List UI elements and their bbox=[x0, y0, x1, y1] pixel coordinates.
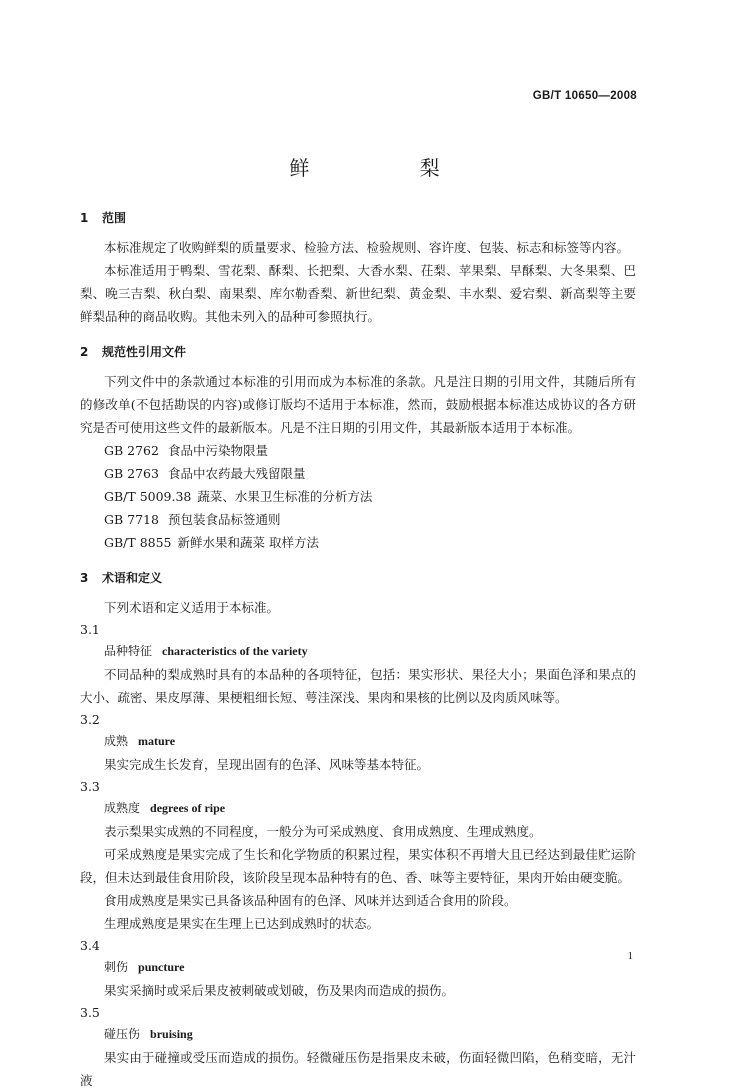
page-number: 1 bbox=[627, 950, 633, 962]
reference-item bbox=[80, 439, 636, 462]
paragraph: 果实完成生长发育，呈现出固有的色泽、风味等基本特征。 bbox=[104, 757, 430, 772]
clause-number: 3.3 bbox=[80, 779, 100, 794]
reference-name: 预包装食品标签通则 bbox=[168, 512, 281, 527]
section-number: 1 bbox=[80, 211, 89, 225]
section-title: 规范性引用文件 bbox=[102, 345, 187, 359]
section-number: 2 bbox=[80, 345, 89, 359]
document-body bbox=[80, 208, 636, 1092]
paragraph: 下列文件中的条款通过本标准的引用而成为本标准的条款。凡是注日期的引用文件，其随后所有的修改单(不包括勘误的内容)或修订版均不适用于本标准，然而，鼓励根据本标准达成协议的各方研究是否可使用这些文件的最新版本。凡是不注日期的引用文件，其最新版本适用于本标准。 bbox=[80, 374, 636, 435]
reference-item bbox=[80, 531, 636, 554]
paragraph: 生理成熟度是果实在生理上已达到成熟时的状态。 bbox=[104, 916, 380, 931]
term-en: characteristics of the variety bbox=[162, 644, 308, 658]
reference-name: 食品中污染物限量 bbox=[168, 443, 269, 458]
reference-name: 蔬菜、水果卫生标准的分析方法 bbox=[197, 489, 373, 504]
paragraph: 本标准适用于鸭梨、雪花梨、酥梨、长把梨、大香水梨、茌梨、苹果梨、早酥梨、大冬果梨、巴梨、晚三吉梨、秋白梨、南果梨、库尔勒香梨、新世纪梨、黄金梨、丰水梨、爱宕梨、新高梨等主要鲜梨品种的商品收购。其他未列入的品种可参照执行。 bbox=[80, 263, 636, 324]
clause-number: 3.5 bbox=[80, 1005, 100, 1020]
term-cn: 成熟度 bbox=[104, 801, 141, 815]
section-heading-scope bbox=[80, 208, 636, 228]
term-cn: 品种特征 bbox=[104, 644, 153, 658]
reference-item bbox=[80, 462, 636, 485]
clause-number: 3.1 bbox=[80, 622, 100, 637]
section-heading-normative-references bbox=[80, 342, 636, 362]
standard-number: GB/T 10650—2008 bbox=[532, 90, 637, 102]
reference-item bbox=[80, 485, 636, 508]
term-en: bruising bbox=[150, 1027, 193, 1041]
term-cn: 成熟 bbox=[104, 734, 129, 748]
paragraph: 可采成熟度是果实完成了生长和化学物质的积累过程，果实体积不再增大且已经达到最佳贮运阶段，但未达到最佳食用阶段，该阶段呈现本品种特有的色、香、味等主要特征，果肉开始由硬变脆。 bbox=[80, 847, 636, 885]
term-en: puncture bbox=[138, 960, 185, 974]
paragraph: 表示梨果实成熟的不同程度，一般分为可采成熟度、食用成熟度、生理成熟度。 bbox=[104, 824, 542, 839]
paragraph: 不同品种的梨成熟时具有的本品种的各项特征，包括：果实形状、果径大小；果面色泽和果点的大小、疏密、果皮厚薄、果梗粗细长短、萼洼深浅、果肉和果核的比例以及肉质风味等。 bbox=[80, 667, 636, 705]
section-heading-terms-and-definitions bbox=[80, 568, 636, 588]
section-title: 范围 bbox=[102, 211, 127, 225]
paragraph: 本标准规定了收购鲜梨的质量要求、检验方法、检验规则、容许度、包装、标志和标签等内容。 bbox=[104, 240, 630, 255]
reference-code: GB 7718 bbox=[104, 512, 159, 527]
term-cn: 刺伤 bbox=[104, 960, 129, 974]
clause-number: 3.2 bbox=[80, 712, 100, 727]
term-heading bbox=[80, 730, 636, 753]
reference-name: 新鲜水果和蔬菜 取样方法 bbox=[177, 535, 319, 550]
section-title: 术语和定义 bbox=[102, 571, 163, 585]
paragraph: 食用成熟度是果实已具备该品种固有的色泽、风味并达到适合食用的阶段。 bbox=[104, 893, 517, 908]
term-heading bbox=[80, 640, 636, 663]
reference-code: GB/T 8855 bbox=[104, 535, 172, 550]
clause-number: 3.4 bbox=[80, 938, 100, 953]
term-en: degrees of ripe bbox=[150, 801, 226, 815]
document-title: 鲜 梨 bbox=[289, 156, 492, 180]
term-heading bbox=[80, 797, 636, 820]
term-cn: 碰压伤 bbox=[104, 1027, 141, 1041]
reference-name: 食品中农药最大残留限量 bbox=[168, 466, 306, 481]
reference-code: GB 2762 bbox=[104, 443, 159, 458]
term-heading bbox=[80, 956, 636, 979]
paragraph: 果实采摘时或采后果皮被刺破或划破，伤及果肉而造成的损伤。 bbox=[104, 983, 455, 998]
reference-item bbox=[80, 508, 636, 531]
reference-code: GB/T 5009.38 bbox=[104, 489, 192, 504]
term-en: mature bbox=[138, 734, 176, 748]
paragraph: 果实由于碰撞或受压而造成的损伤。轻微碰压伤是指果皮未破，伤面轻微凹陷，色稍变暗，无汁液 bbox=[80, 1050, 636, 1088]
section-number: 3 bbox=[80, 571, 89, 585]
paragraph: 下列术语和定义适用于本标准。 bbox=[104, 600, 280, 615]
term-heading bbox=[80, 1023, 636, 1046]
reference-code: GB 2763 bbox=[104, 466, 159, 481]
